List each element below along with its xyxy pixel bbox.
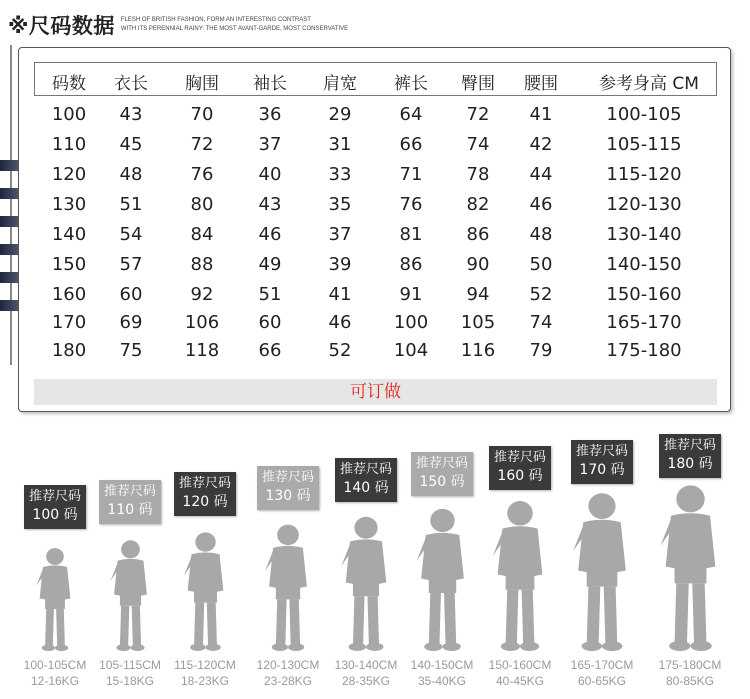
header-cell: 码数 xyxy=(52,74,86,94)
badge-label: 推荐尺码 xyxy=(103,484,156,499)
size-badge xyxy=(489,446,551,490)
table-cell: 88 xyxy=(190,254,214,275)
table-cell: 150-160 xyxy=(606,284,682,305)
table-cell: 64 xyxy=(399,104,423,125)
table-cell: 66 xyxy=(258,340,282,361)
table-cell: 74 xyxy=(529,312,553,333)
table-cell: 29 xyxy=(328,104,352,125)
badge-size: 170 码 xyxy=(579,462,625,478)
child-silhouette-icon xyxy=(180,530,231,651)
table-cell: 100-105 xyxy=(606,104,682,125)
figure-caption xyxy=(397,657,487,689)
header-cell: 裤长 xyxy=(394,74,428,94)
badge-size: 120 码 xyxy=(182,494,228,510)
table-cell: 48 xyxy=(529,224,553,245)
badge-label: 推荐尺码 xyxy=(261,470,314,485)
header-cell: 袖长 xyxy=(253,74,287,94)
header-cell: 衣长 xyxy=(114,74,148,94)
height-range: 105-115CM xyxy=(99,658,161,672)
page-title: ※尺码数据 xyxy=(8,14,115,38)
badge-label: 推荐尺码 xyxy=(493,450,546,465)
table-cell: 94 xyxy=(466,284,490,305)
table-cell: 52 xyxy=(328,340,352,361)
table-cell: 130-140 xyxy=(606,224,682,245)
table-cell: 79 xyxy=(529,340,553,361)
size-badge xyxy=(335,458,397,502)
badge-label: 推荐尺码 xyxy=(339,462,392,477)
table-cell: 106 xyxy=(184,312,220,333)
table-cell: 69 xyxy=(119,312,143,333)
table-cell: 46 xyxy=(529,194,553,215)
table-cell: 180 xyxy=(51,340,87,361)
table-cell: 116 xyxy=(460,340,496,361)
badge-label: 推荐尺码 xyxy=(575,444,628,459)
child-silhouette-icon xyxy=(33,546,77,651)
table-cell: 130 xyxy=(51,194,87,215)
badge-label: 推荐尺码 xyxy=(415,456,468,471)
height-range: 100-105CM xyxy=(23,658,87,672)
badge-size: 140 码 xyxy=(343,480,389,496)
header-cell: 参考身高 CM xyxy=(599,74,699,94)
table-cell: 75 xyxy=(119,340,143,361)
table-cell: 80 xyxy=(190,194,214,215)
table-row xyxy=(34,338,717,366)
table-cell: 82 xyxy=(466,194,490,215)
table-cell: 44 xyxy=(529,164,553,185)
table-cell: 165-170 xyxy=(606,312,682,333)
height-range: 120-130CM xyxy=(256,658,320,672)
table-cell: 51 xyxy=(258,284,282,305)
table-row xyxy=(34,102,717,130)
header-cell: 肩宽 xyxy=(323,74,357,94)
size-badge xyxy=(571,440,633,484)
badge-size: 130 码 xyxy=(265,488,311,504)
table-cell: 104 xyxy=(393,340,429,361)
table-cell: 40 xyxy=(258,164,282,185)
table-cell: 37 xyxy=(258,134,282,155)
child-silhouette-icon xyxy=(655,482,726,651)
table-row xyxy=(34,282,717,310)
custom-order-note: 可订做 xyxy=(34,379,717,405)
child-silhouette-icon xyxy=(568,490,636,651)
table-cell: 100 xyxy=(51,104,87,125)
table-cell: 105 xyxy=(460,312,496,333)
table-cell: 140-150 xyxy=(606,254,682,275)
badge-size: 160 码 xyxy=(497,468,543,484)
table-cell: 70 xyxy=(190,104,214,125)
table-cell: 51 xyxy=(119,194,143,215)
child-silhouette-icon xyxy=(412,506,473,651)
child-silhouette-icon xyxy=(488,498,552,651)
table-cell: 35 xyxy=(328,194,352,215)
height-range: 130-140CM xyxy=(334,658,398,672)
table-cell: 72 xyxy=(190,134,214,155)
table-cell: 37 xyxy=(328,224,352,245)
child-silhouette-icon xyxy=(107,538,154,651)
size-badge xyxy=(99,480,161,524)
badge-label: 推荐尺码 xyxy=(663,438,716,453)
weight-range: 12-16KG xyxy=(30,674,80,688)
table-cell: 110 xyxy=(51,134,87,155)
size-recommendation-figures xyxy=(0,430,750,699)
table-cell: 46 xyxy=(258,224,282,245)
height-range: 150-160CM xyxy=(488,658,552,672)
table-cell: 86 xyxy=(399,254,423,275)
size-badge xyxy=(659,434,721,478)
badge-size: 100 码 xyxy=(32,507,78,523)
subtitle-line-2: WITH ITS PERENNIAL RAINY: THE MOST AVANT-GARDE, MOST CONSERVATIVE xyxy=(120,26,349,32)
table-cell: 41 xyxy=(529,104,553,125)
subtitle-line-1: FLESH OF BRITISH FASHION, FORM AN INTERESTING CONTRAST xyxy=(120,17,311,23)
table-cell: 71 xyxy=(399,164,423,185)
figure-caption xyxy=(557,657,647,689)
table-cell: 43 xyxy=(119,104,143,125)
size-badge xyxy=(24,485,86,529)
table-cell: 66 xyxy=(399,134,423,155)
badge-label: 推荐尺码 xyxy=(178,476,231,491)
table-cell: 54 xyxy=(119,224,143,245)
table-cell: 118 xyxy=(184,340,220,361)
table-cell: 36 xyxy=(258,104,282,125)
table-cell: 115-120 xyxy=(606,164,682,185)
table-cell: 52 xyxy=(529,284,553,305)
table-cell: 41 xyxy=(328,284,352,305)
size-badge xyxy=(411,452,473,496)
figure-caption xyxy=(160,657,250,689)
figure-caption xyxy=(243,657,333,689)
table-cell: 81 xyxy=(399,224,423,245)
height-range: 175-180CM xyxy=(658,658,722,672)
table-cell: 39 xyxy=(328,254,352,275)
table-cell: 92 xyxy=(190,284,214,305)
table-cell: 42 xyxy=(529,134,553,155)
table-cell: 45 xyxy=(119,134,143,155)
badge-label: 推荐尺码 xyxy=(28,489,81,504)
weight-range: 28-35KG xyxy=(341,674,391,688)
size-badge xyxy=(257,466,319,510)
badge-size: 110 码 xyxy=(107,502,153,518)
table-cell: 91 xyxy=(399,284,423,305)
table-cell: 175-180 xyxy=(606,340,682,361)
table-cell: 60 xyxy=(258,312,282,333)
section-title xyxy=(8,10,348,40)
weight-range: 23-28KG xyxy=(263,674,313,688)
weight-range: 15-18KG xyxy=(105,674,155,688)
figure-caption xyxy=(645,657,735,689)
weight-range: 60-65KG xyxy=(577,674,627,688)
table-row xyxy=(34,192,717,220)
header-cell: 腰围 xyxy=(524,74,558,94)
badge-size: 180 码 xyxy=(667,456,713,472)
table-cell: 84 xyxy=(190,224,214,245)
weight-range: 35-40KG xyxy=(417,674,467,688)
table-cell: 90 xyxy=(466,254,490,275)
table-cell: 50 xyxy=(529,254,553,275)
table-cell: 78 xyxy=(466,164,490,185)
table-cell: 43 xyxy=(258,194,282,215)
badge-size: 150 码 xyxy=(419,474,465,490)
size-table xyxy=(18,47,731,412)
table-cell: 100 xyxy=(393,312,429,333)
table-row xyxy=(34,132,717,160)
child-silhouette-icon xyxy=(337,514,395,651)
table-cell: 76 xyxy=(190,164,214,185)
weight-range: 80-85KG xyxy=(665,674,715,688)
table-cell: 160 xyxy=(51,284,87,305)
table-cell: 86 xyxy=(466,224,490,245)
weight-range: 18-23KG xyxy=(180,674,230,688)
table-cell: 72 xyxy=(466,104,490,125)
table-row xyxy=(34,310,717,338)
table-cell: 46 xyxy=(328,312,352,333)
height-range: 165-170CM xyxy=(570,658,634,672)
table-cell: 140 xyxy=(51,224,87,245)
table-cell: 74 xyxy=(466,134,490,155)
table-header xyxy=(34,62,717,96)
table-cell: 105-115 xyxy=(606,134,682,155)
header-cell: 臀围 xyxy=(461,74,495,94)
table-row xyxy=(34,222,717,250)
figure-caption xyxy=(475,657,565,689)
table-cell: 57 xyxy=(119,254,143,275)
table-cell: 48 xyxy=(119,164,143,185)
table-cell: 150 xyxy=(51,254,87,275)
title-subtitle xyxy=(121,16,348,34)
height-range: 140-150CM xyxy=(410,658,474,672)
size-badge xyxy=(174,472,236,516)
table-row xyxy=(34,162,717,190)
table-cell: 120 xyxy=(51,164,87,185)
table-cell: 31 xyxy=(328,134,352,155)
child-silhouette-icon xyxy=(261,522,315,651)
header-cell: 胸围 xyxy=(185,74,219,94)
table-cell: 120-130 xyxy=(606,194,682,215)
table-row xyxy=(34,252,717,280)
table-cell: 49 xyxy=(258,254,282,275)
table-cell: 170 xyxy=(51,312,87,333)
table-cell: 60 xyxy=(119,284,143,305)
table-cell: 76 xyxy=(399,194,423,215)
weight-range: 40-45KG xyxy=(495,674,545,688)
height-range: 115-120CM xyxy=(174,658,236,672)
table-cell: 33 xyxy=(328,164,352,185)
